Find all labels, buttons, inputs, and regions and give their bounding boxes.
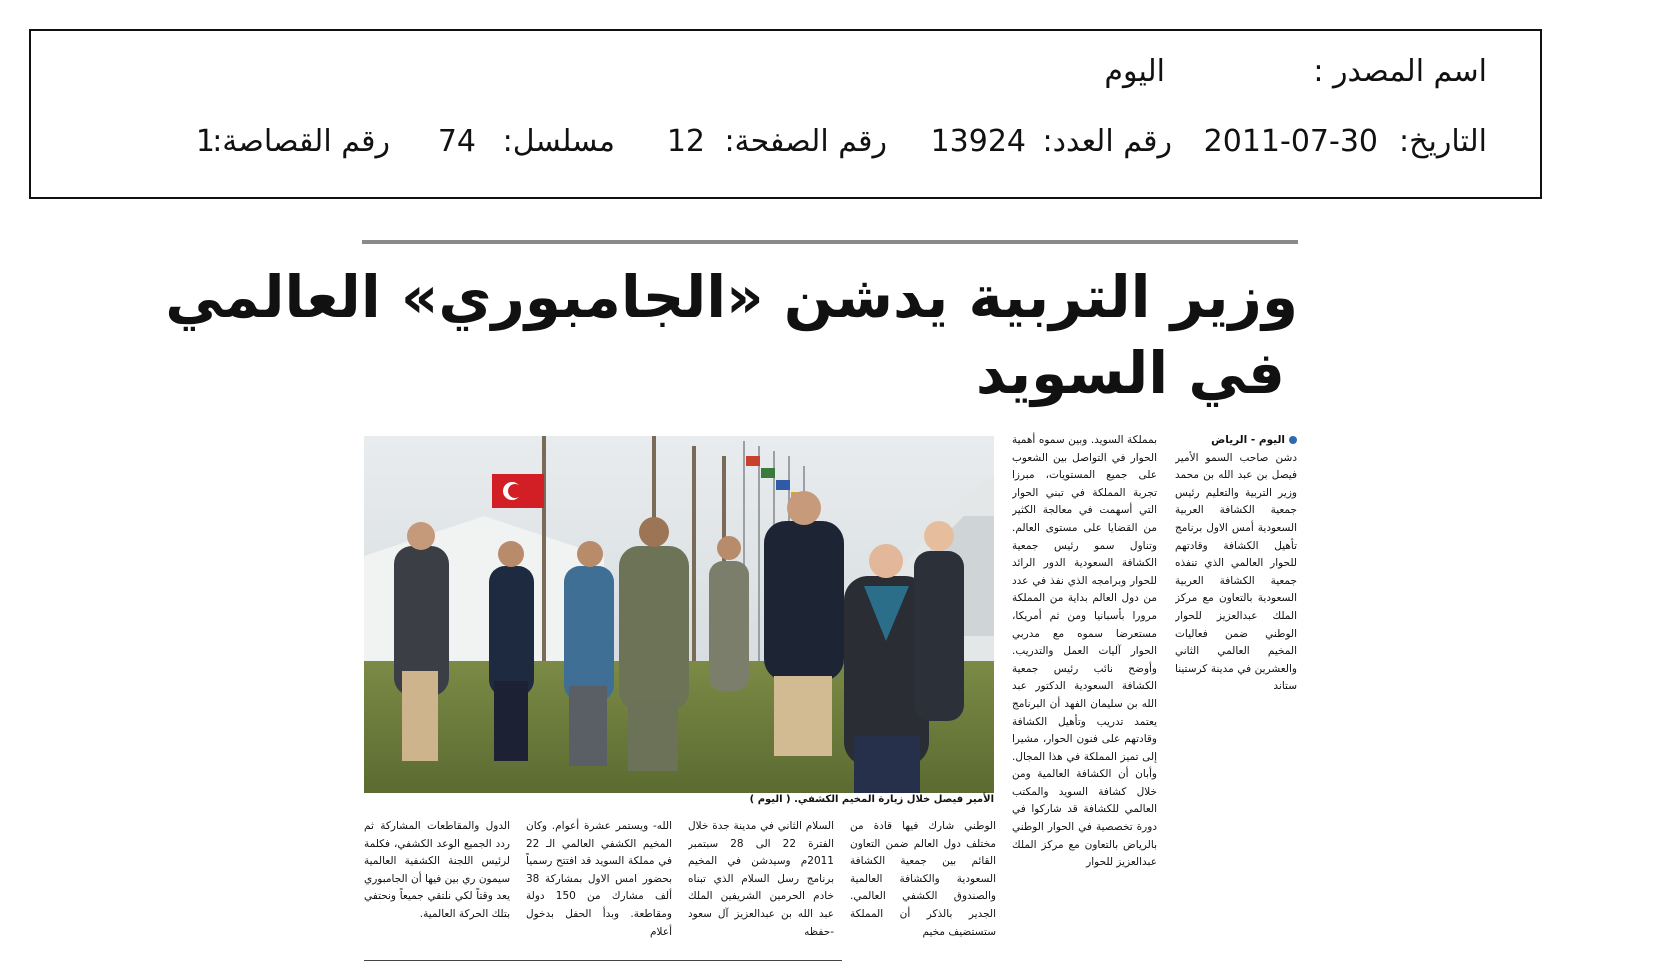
article-photo bbox=[364, 436, 994, 793]
article-column-4 bbox=[688, 818, 834, 944]
date-value: 2011-07-30 bbox=[1203, 124, 1378, 159]
column-text: الدول والمقاطعات المشاركة ثم ردد الجميع الوعد الكشفي، فكلمة لرئيس اللجنة الكشفية العالمية سيمون ري بين فيها أن الجامبوري يعد وقتاً لكي نلتقي جميعاً ونحتفي بتلك الحركة العالمية. bbox=[364, 820, 510, 920]
date-label: التاريخ: bbox=[1399, 124, 1487, 159]
article-column-6 bbox=[364, 818, 510, 944]
page-value: 12 bbox=[666, 124, 705, 159]
clip-value: 1 bbox=[195, 124, 215, 159]
page-label: رقم الصفحة: bbox=[724, 124, 887, 159]
article-column-2 bbox=[1012, 432, 1157, 942]
issue-label: رقم العدد: bbox=[1042, 124, 1172, 159]
clipping-metadata-box bbox=[29, 29, 1542, 199]
photo-caption: الأمير فيصل خلال زيارة المخيم الكشفي. ( اليوم ) bbox=[749, 794, 994, 805]
headline-line-1: وزير التربية يدشن «الجامبوري» العالمي bbox=[165, 263, 1298, 331]
article-column-5 bbox=[526, 818, 672, 944]
article-column-1 bbox=[1175, 432, 1297, 722]
article-top-rule bbox=[362, 240, 1298, 244]
column-text: دشن صاحب السمو الأمير فيصل بن عبد الله بن محمد وزير التربية والتعليم رئيس جمعية الكشافة العربية السعودية أمس الاول برنامج تأهيل الكشافة وقادتهم للحوار العالمي الذي تنفذه جمعية الكشافة العربية السعودية بالتعاون مع مركز الملك عبدالعزيز للحوار الوطني ضمن فعاليات المخيم العالمي الثاني والعشرين في مدينة كرستينا ستاند bbox=[1175, 451, 1297, 693]
issue-value: 13924 bbox=[930, 124, 1026, 159]
serial-label: مسلسل: bbox=[502, 124, 615, 159]
article-column-3 bbox=[850, 818, 996, 944]
column-text: الوطني شارك فيها قادة من مختلف دول العالم ضمن التعاون القائم بين جمعية الكشافة السعودية والكشافة العالمية والصندوق الكشفي العالمي. الجدير بالذكر أن المملكة ستستضيف مخيم bbox=[850, 820, 996, 938]
source-value: اليوم bbox=[1104, 54, 1165, 89]
scouts-procession-image bbox=[364, 436, 994, 793]
serial-value: 74 bbox=[437, 124, 476, 159]
column-text: بمملكة السويد. وبين سموه أهمية الحوار في التواصل بين الشعوب على جميع المستويات، مبرزا تجربة المملكة في تبني الحوار التي أسهمت في معالجة الكثير من القضايا على مستوى العالم. وتناول سمو رئيس جمعية الكشافة السعودية الدور الرائد للحوار وبرامجه الذي نفذ في عدد من دول العالم بداية من المملكة مرورا بأسبانيا ومن ثم أمريكا، مستعرضا سموه مع مدربي الحوار آليات العمل والتدريب. وأوضح نائب رئيس جمعية الكشافة السعودية الدكتور عبد الله بن سليمان الفهد أن البرنامج يعتمد تدريب وتأهيل الكشافة وقادتهم على فنون الحوار، مشيرا إلى تميز المملكة في هذا المجال. وأبان أن الكشافة العالمية ومن خلال كشافة السويد والمكتب العالمي للكشافة قد شاركوا في دورة تخصصية في الحوار الوطني بالرياض بالتعاون مع مركز الملك عبدالعزيز للحوار bbox=[1012, 434, 1157, 869]
column-text: السلام الثاني في مدينة جدة خلال الفترة 22 الى 28 سبتمبر 2011م وسيدشن في المخيم برنامج رسل السلام الذي تبناه خادم الحرمين الشريفين الملك عبد الله بن عبدالعزيز آل سعود -حفظه bbox=[688, 820, 834, 938]
clip-label: رقم القصاصة: bbox=[212, 124, 390, 159]
dateline: اليوم - الرياض bbox=[1211, 434, 1285, 446]
column-text: الله- ويستمر عشرة أعوام. وكان المخيم الكشفي العالمي الـ 22 في مملكة السويد قد افتتح رسمياً بحضور امس الاول بمشاركة 38 ألف مشارك من 150 دولة ومقاطعة. وبدأ الحفل بدخول أعلام bbox=[526, 820, 672, 938]
headline-line-2: في السويد bbox=[975, 339, 1285, 407]
source-label: اسم المصدر : bbox=[1313, 54, 1487, 89]
dateline-bullet-icon bbox=[1289, 436, 1297, 444]
article-bottom-rule bbox=[364, 960, 842, 961]
